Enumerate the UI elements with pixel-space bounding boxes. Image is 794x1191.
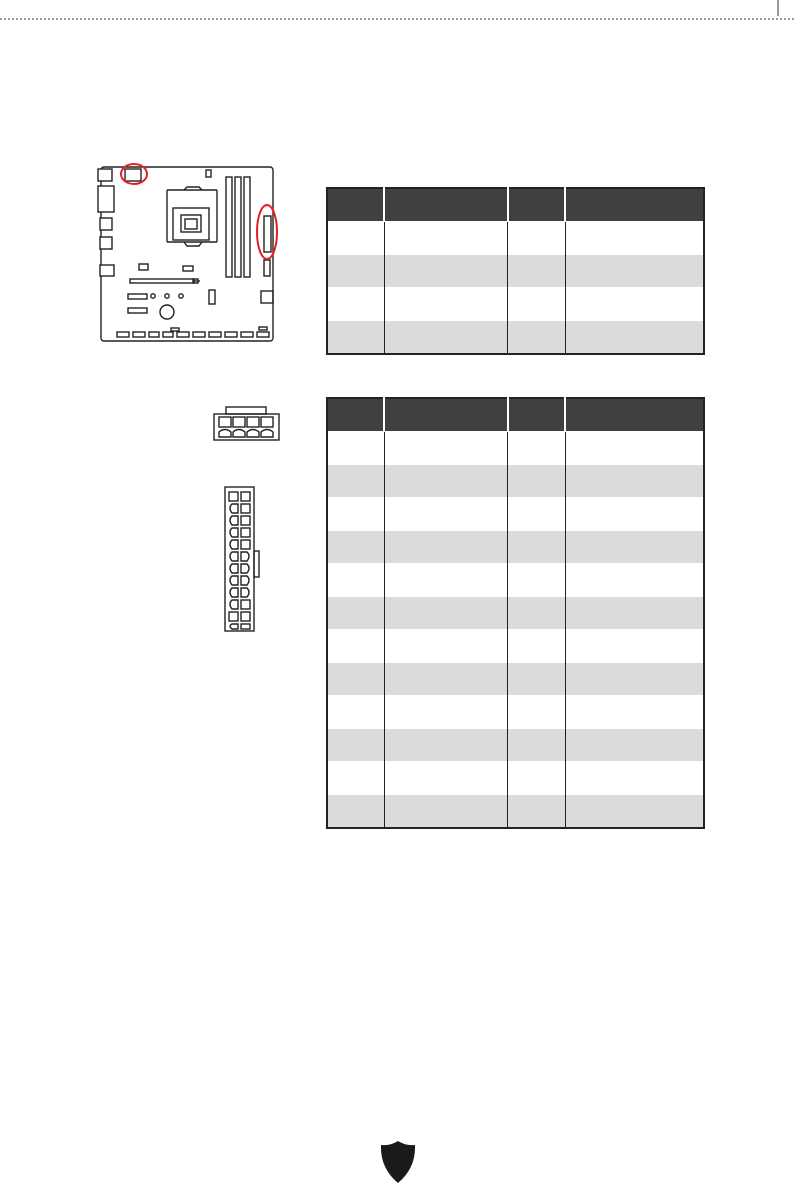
table-cell <box>384 498 508 531</box>
table-cell <box>565 531 704 564</box>
table-cell <box>508 531 565 564</box>
table-cell <box>384 597 508 630</box>
header-cell-pin <box>327 398 384 432</box>
24-pin-pinout-table <box>326 397 705 829</box>
table-header-row <box>327 188 704 222</box>
table-cell <box>508 432 565 465</box>
table-cell <box>565 663 704 696</box>
table-cell <box>384 432 508 465</box>
table-row <box>327 564 704 597</box>
motherboard-layout-icon <box>97 160 282 345</box>
table-cell <box>384 564 508 597</box>
page-top-rule <box>0 0 794 30</box>
table-cell <box>384 255 508 288</box>
table-cell <box>508 465 565 498</box>
table-cell <box>508 222 565 255</box>
table-cell <box>327 222 384 255</box>
table-cell <box>384 762 508 795</box>
table-cell <box>384 222 508 255</box>
table-cell <box>508 498 565 531</box>
table-cell <box>327 564 384 597</box>
table-row <box>327 663 704 696</box>
table-cell <box>327 255 384 288</box>
table-cell <box>384 465 508 498</box>
table-cell <box>565 255 704 288</box>
8-pin-power-connector-icon <box>212 404 282 444</box>
table-cell <box>508 762 565 795</box>
8-pin-pinout-table <box>326 187 705 355</box>
table-row <box>327 465 704 498</box>
table-cell <box>565 288 704 321</box>
table-cell <box>508 630 565 663</box>
header-cell-signal <box>384 188 508 222</box>
table-cell <box>384 321 508 355</box>
table-cell <box>384 729 508 762</box>
table-cell <box>384 288 508 321</box>
table-cell <box>327 762 384 795</box>
table-cell <box>327 531 384 564</box>
table-cell <box>565 222 704 255</box>
table-row <box>327 255 704 288</box>
table-cell <box>384 630 508 663</box>
table-cell <box>384 795 508 829</box>
table-cell <box>508 597 565 630</box>
table-cell <box>508 696 565 729</box>
table-cell <box>508 795 565 829</box>
table-row <box>327 432 704 465</box>
table-row <box>327 597 704 630</box>
header-cell-signal <box>384 398 508 432</box>
table-row <box>327 729 704 762</box>
header-cell-pin <box>508 188 565 222</box>
table-cell <box>327 729 384 762</box>
table-row <box>327 630 704 663</box>
table-cell <box>565 498 704 531</box>
table-cell <box>565 729 704 762</box>
table-cell <box>327 630 384 663</box>
table-cell <box>565 597 704 630</box>
table-cell <box>327 432 384 465</box>
table-cell <box>327 288 384 321</box>
table-cell <box>565 762 704 795</box>
table-cell <box>508 321 565 355</box>
table-row <box>327 498 704 531</box>
header-cell-signal <box>565 188 704 222</box>
table-cell <box>508 288 565 321</box>
table-cell <box>327 663 384 696</box>
table-cell <box>384 663 508 696</box>
table-cell <box>508 564 565 597</box>
24-pin-atx-connector-icon <box>222 485 264 635</box>
header-cell-signal <box>565 398 704 432</box>
header-cell-pin <box>508 398 565 432</box>
table-cell <box>565 465 704 498</box>
table-cell <box>384 531 508 564</box>
header-cell-pin <box>327 188 384 222</box>
table-cell <box>384 696 508 729</box>
table-cell <box>508 663 565 696</box>
table-cell <box>565 432 704 465</box>
table-cell <box>565 564 704 597</box>
table-row <box>327 696 704 729</box>
table-cell <box>565 630 704 663</box>
table-row <box>327 762 704 795</box>
shield-logo-icon <box>380 1140 416 1184</box>
table-cell <box>327 696 384 729</box>
table-row <box>327 795 704 829</box>
table-header-row <box>327 398 704 432</box>
table-row <box>327 531 704 564</box>
table-cell <box>327 795 384 829</box>
table-cell <box>508 255 565 288</box>
table-cell <box>327 465 384 498</box>
table-cell <box>565 795 704 829</box>
table-cell <box>327 498 384 531</box>
table-row <box>327 222 704 255</box>
table-row <box>327 321 704 355</box>
table-cell <box>565 696 704 729</box>
table-cell <box>508 729 565 762</box>
table-row <box>327 288 704 321</box>
table-cell <box>327 597 384 630</box>
table-cell <box>565 321 704 355</box>
table-cell <box>327 321 384 355</box>
